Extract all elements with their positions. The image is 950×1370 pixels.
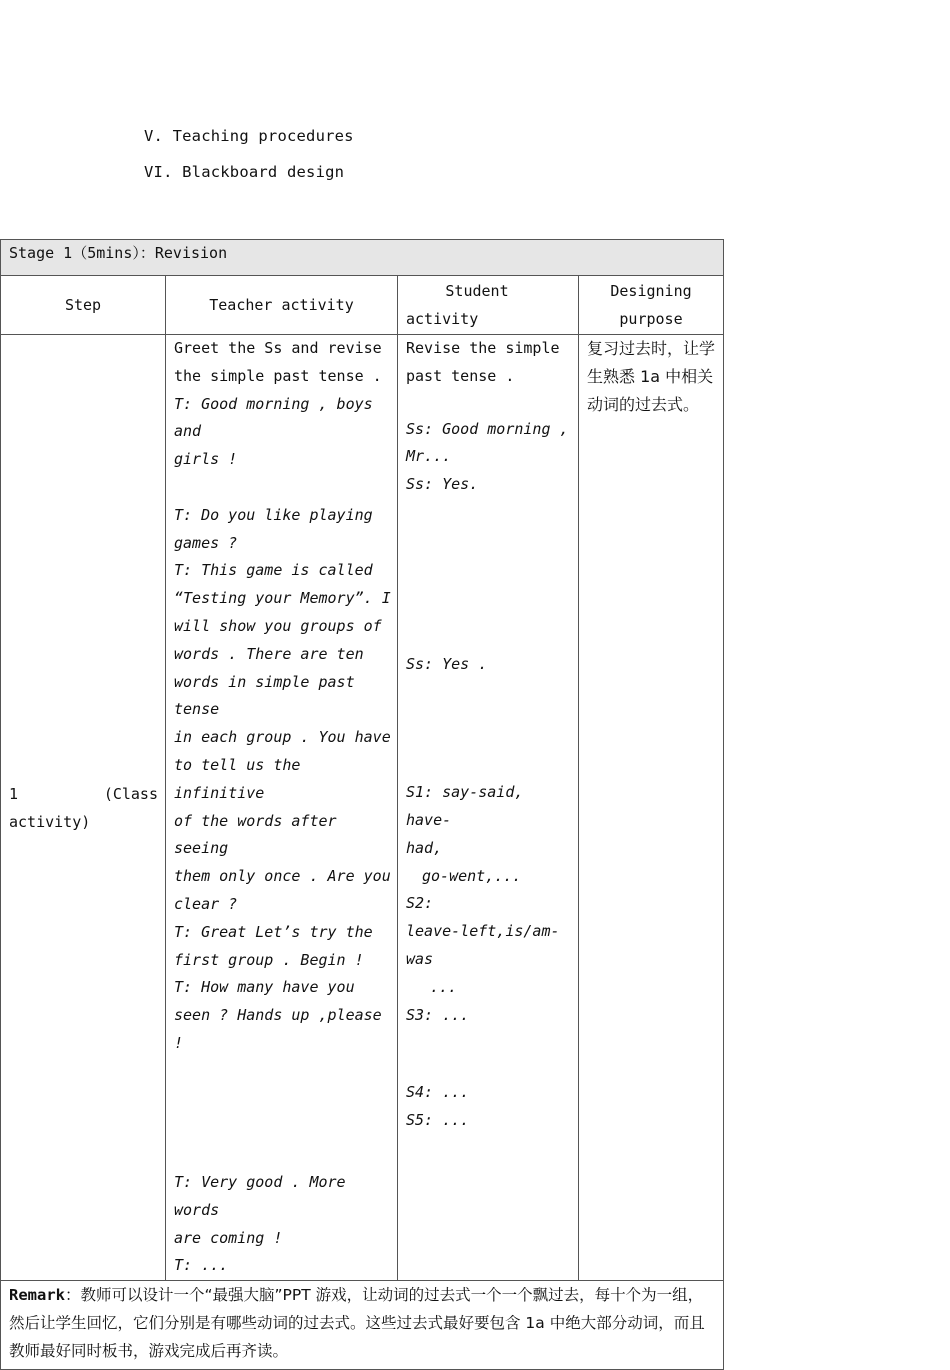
teacher-line: first group . Begin !: [174, 950, 364, 969]
student-header-line-1: Student: [445, 282, 509, 300]
student-line: Mr...: [406, 447, 452, 466]
column-header-designing-purpose: [579, 276, 724, 335]
student-line: leave-left,is/am-: [406, 922, 560, 941]
teacher-line: in each group . You have: [174, 728, 391, 747]
step-label-part1: (Class: [103, 784, 158, 803]
teacher-line: Greet the Ss and revise: [174, 339, 382, 357]
step-line-1: [9, 780, 158, 808]
teacher-line: T: Great Let’s try the: [174, 922, 373, 941]
student-line: had,: [406, 838, 443, 857]
teacher-line: T: This game is called: [174, 561, 373, 580]
teacher-line: seen ? Hands up ,please !: [174, 1006, 382, 1052]
stage-title: Stage 1（5mins）：Revision: [1, 240, 724, 276]
remark-text: ：教师可以设计一个“最强大脑”PPT 游戏，让动词的过去式一个一个飘过去，每十个为一组，然后让学生回忆，它们分别是有哪些动词的过去式。这些过去式最好要包含 1a 中绝大部分动词，而且教师最好同时板书，游戏完成后再齐读。: [9, 1286, 705, 1361]
stage-row: [1, 240, 724, 276]
purpose-line: 生熟悉 1a 中相关: [587, 366, 714, 386]
teacher-line: will show you groups of: [174, 616, 382, 635]
remark-label: Remark: [9, 1286, 65, 1305]
teacher-line: T: How many have you: [174, 978, 355, 997]
purpose-header-line-1: Designing: [610, 282, 692, 300]
teacher-line: words . There are ten: [174, 644, 364, 663]
column-header-teacher-activity: Teacher activity: [166, 276, 398, 335]
student-header-line-2: activity: [406, 310, 479, 328]
student-line: S4: ...: [406, 1083, 470, 1102]
student-line: Ss: Good morning ,: [406, 419, 569, 438]
teacher-line: T: Do you like playing: [174, 505, 373, 524]
designing-purpose-cell: [579, 335, 724, 1281]
step-label-part2: activity): [9, 812, 91, 831]
student-line: Revise the simple: [406, 339, 560, 357]
teacher-line: of the words after seeing: [174, 811, 337, 858]
teacher-line: the simple past tense .: [174, 366, 382, 385]
student-line: Ss: Yes .: [406, 654, 488, 673]
teacher-line: T: Good morning , boys and: [174, 394, 373, 441]
student-line: S1: say-said, have-: [406, 783, 524, 829]
teacher-line: words in simple past tense: [174, 672, 355, 719]
student-line: S3: ...: [406, 1005, 470, 1024]
step-number: 1: [9, 784, 19, 803]
student-line: go-went,...: [422, 866, 522, 885]
teacher-line: are coming !: [174, 1228, 283, 1247]
section-heading-teaching-procedures: V. Teaching procedures: [144, 127, 354, 145]
teacher-line: them only once . Are you: [174, 867, 391, 886]
teacher-line: to tell us the infinitive: [174, 755, 301, 802]
student-line: past tense .: [406, 366, 515, 385]
section-heading-blackboard-design: VI. Blackboard design: [144, 163, 345, 181]
student-line: ...: [430, 977, 458, 996]
teacher-line: games ?: [174, 533, 238, 552]
step-1-row: [1, 335, 724, 1281]
teacher-line: girls !: [174, 450, 238, 469]
student-line: Ss: Yes.: [406, 475, 479, 494]
teacher-activity-cell: [166, 335, 398, 1281]
teacher-line: clear ?: [174, 894, 238, 913]
student-line: S5: ...: [406, 1111, 470, 1130]
purpose-line: 动词的过去式。: [587, 394, 700, 414]
student-line: S2:: [406, 894, 434, 913]
column-header-student-activity: [398, 276, 579, 335]
step-cell: [1, 335, 166, 1281]
purpose-header-line-2: purpose: [619, 310, 683, 328]
remark-cell: [1, 1281, 724, 1370]
remark-row: [1, 1281, 724, 1370]
student-activity-cell: [398, 335, 579, 1281]
teacher-line: T: Very good . More words: [174, 1172, 346, 1219]
student-line: was: [406, 949, 434, 968]
lesson-plan-table: [0, 239, 724, 1370]
header-row: [1, 276, 724, 335]
purpose-line: 复习过去时，让学: [587, 339, 716, 358]
teacher-line: T: ...: [174, 1256, 229, 1275]
column-header-step: Step: [1, 276, 166, 335]
teacher-line: “Testing your Memory”. I: [174, 589, 391, 608]
